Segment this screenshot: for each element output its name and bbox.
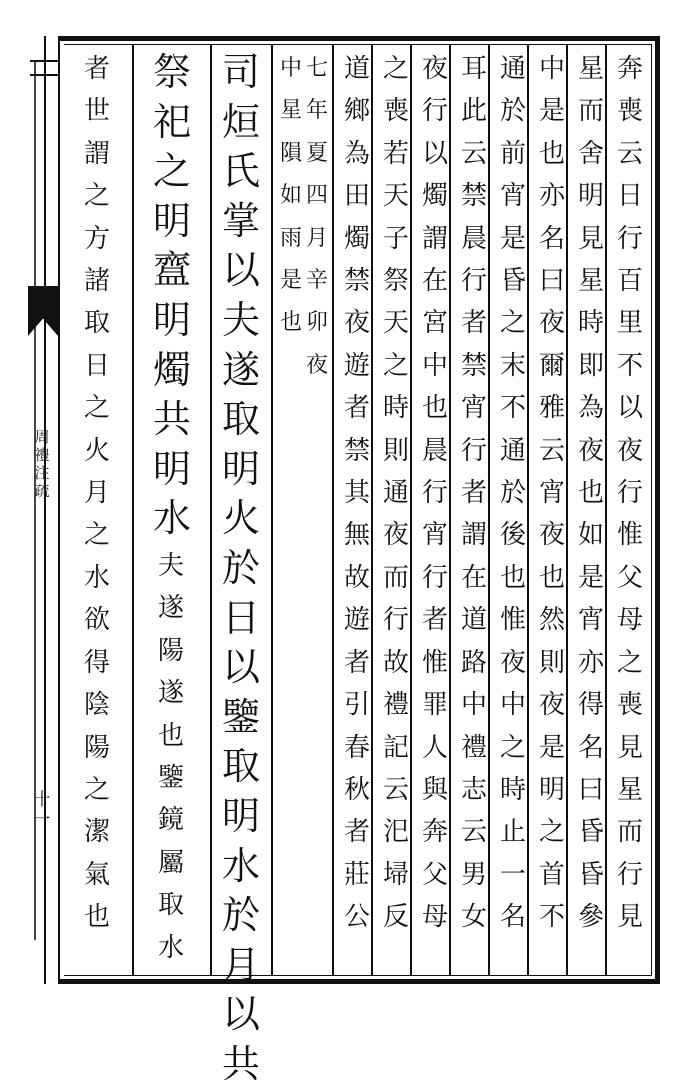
character: 周 <box>34 428 50 446</box>
character: 世 <box>83 96 110 127</box>
character: 諸 <box>83 266 110 297</box>
character: 星 <box>279 98 302 124</box>
character: 遊 <box>343 350 370 381</box>
character: 志 <box>460 774 487 805</box>
character: 也 <box>279 310 302 336</box>
character: 夜 <box>421 54 448 84</box>
character: 夫 <box>157 551 184 581</box>
character: 人 <box>421 732 448 763</box>
character: 罪 <box>421 690 448 721</box>
character: 中 <box>538 54 565 84</box>
character: 夜 <box>382 520 409 551</box>
text-column-9-right <box>305 48 329 387</box>
character: 禮 <box>34 446 50 464</box>
column-rule <box>132 44 134 976</box>
character: 陽 <box>157 635 184 666</box>
character: 埽 <box>382 859 409 890</box>
character: 名 <box>577 732 604 763</box>
character: 宵 <box>460 393 487 424</box>
character: 遂 <box>221 347 260 392</box>
character: 辛 <box>305 268 328 294</box>
character: 曰 <box>577 774 604 805</box>
character: 云 <box>538 435 565 466</box>
character: 之 <box>538 817 565 848</box>
character: 行 <box>382 605 409 636</box>
character: 遂 <box>157 678 184 709</box>
character: 一 <box>33 810 51 830</box>
gutter-edge-line <box>44 36 46 984</box>
character: 火 <box>83 435 110 466</box>
character: 於 <box>221 545 260 590</box>
text-column-6 <box>418 48 452 939</box>
character: 即 <box>577 350 604 381</box>
character: 夜 <box>499 647 526 678</box>
character: 昏 <box>499 266 526 297</box>
text-column-2 <box>574 48 608 939</box>
text-column-5 <box>457 48 491 939</box>
character: 明 <box>152 198 191 243</box>
character: 明 <box>152 446 191 491</box>
character: 止 <box>499 817 526 848</box>
character: 鑒 <box>221 694 260 739</box>
character: 行 <box>421 562 448 593</box>
character: 鑒 <box>157 763 184 794</box>
character: 是 <box>499 223 526 254</box>
character: 以 <box>221 992 260 1037</box>
gutter-page-number <box>30 790 54 830</box>
character: 十 <box>33 790 51 810</box>
character: 耳 <box>460 54 487 84</box>
character: 之 <box>616 647 643 678</box>
character: 亦 <box>538 181 565 212</box>
character: 日 <box>83 350 110 381</box>
character: 一 <box>499 859 526 890</box>
character: 日 <box>616 181 643 212</box>
character: 是 <box>538 732 565 763</box>
main-text-column-11 <box>148 48 196 544</box>
character: 則 <box>382 435 409 466</box>
column-rule <box>271 44 273 976</box>
character: 故 <box>382 647 409 678</box>
character: 父 <box>616 562 643 593</box>
character: 前 <box>499 138 526 169</box>
character: 昏 <box>577 817 604 848</box>
character: 潔 <box>83 817 110 848</box>
text-column-3 <box>535 48 569 939</box>
character: 之 <box>152 149 191 194</box>
character: 謂 <box>83 138 110 169</box>
character: 而 <box>577 96 604 127</box>
character: 火 <box>221 496 260 541</box>
character: 也 <box>577 478 604 509</box>
character: 行 <box>460 266 487 297</box>
character: 云 <box>382 774 409 805</box>
character: 雅 <box>538 393 565 424</box>
character: 燭 <box>421 181 448 212</box>
character: 亦 <box>577 647 604 678</box>
character: 月 <box>305 225 328 251</box>
character: 謂 <box>421 223 448 254</box>
character: 故 <box>343 562 370 593</box>
character: 之 <box>83 520 110 551</box>
character: 子 <box>382 223 409 254</box>
character: 中 <box>499 690 526 721</box>
character: 田 <box>343 181 370 212</box>
character: 此 <box>460 96 487 127</box>
character: 遂 <box>157 593 184 624</box>
character: 取 <box>157 890 184 921</box>
character: 陽 <box>83 732 110 763</box>
character: 在 <box>460 562 487 593</box>
character: 曰 <box>538 266 565 297</box>
character: 晨 <box>460 223 487 254</box>
character: 方 <box>83 223 110 254</box>
character: 爾 <box>538 350 565 381</box>
character: 烜 <box>221 99 260 144</box>
character: 百 <box>616 266 643 297</box>
character: 宵 <box>577 605 604 636</box>
character: 之 <box>382 350 409 381</box>
character: 行 <box>421 478 448 509</box>
character: 取 <box>221 397 260 442</box>
character: 行 <box>616 223 643 254</box>
column-rule <box>210 44 212 976</box>
gutter-upper-mark <box>30 60 58 76</box>
character: 者 <box>343 393 370 424</box>
character: 夜 <box>538 308 565 339</box>
character: 惟 <box>499 605 526 636</box>
character: 氣 <box>83 859 110 890</box>
character: 七 <box>305 56 328 81</box>
character: 水 <box>157 932 184 963</box>
character: 明 <box>538 774 565 805</box>
character: 星 <box>577 54 604 84</box>
character: 天 <box>382 308 409 339</box>
character: 陰 <box>83 690 110 721</box>
character: 是 <box>279 268 302 294</box>
character: 之 <box>83 181 110 212</box>
fishtail-mark <box>28 286 58 336</box>
gutter-title <box>30 428 54 500</box>
character: 云 <box>616 138 643 169</box>
character: 取 <box>221 744 260 789</box>
character: 道 <box>343 54 370 84</box>
character: 禮 <box>460 732 487 763</box>
character: 首 <box>538 859 565 890</box>
character: 共 <box>152 397 191 442</box>
character: 云 <box>460 138 487 169</box>
character: 之 <box>382 54 409 84</box>
character: 喪 <box>616 96 643 127</box>
character: 之 <box>499 732 526 763</box>
character: 共 <box>221 1041 260 1086</box>
character: 而 <box>382 562 409 593</box>
character: 不 <box>499 393 526 424</box>
character: 是 <box>538 96 565 127</box>
character: 惟 <box>421 647 448 678</box>
character: 路 <box>460 647 487 678</box>
character: 時 <box>577 308 604 339</box>
character: 明 <box>221 793 260 838</box>
character: 司 <box>221 50 260 94</box>
character: 水 <box>221 843 260 888</box>
character: 後 <box>499 520 526 551</box>
character: 夜 <box>577 435 604 466</box>
character: 不 <box>538 902 565 933</box>
character: 禁 <box>343 266 370 297</box>
character: 秋 <box>343 774 370 805</box>
character: 得 <box>577 690 604 721</box>
character: 宵 <box>499 181 526 212</box>
character: 汜 <box>382 817 409 848</box>
character: 莊 <box>343 859 370 890</box>
character: 也 <box>421 393 448 424</box>
character: 中 <box>460 690 487 721</box>
character: 隕 <box>279 140 302 166</box>
character: 行 <box>421 96 448 127</box>
character: 雨 <box>279 225 302 251</box>
character: 夫 <box>221 297 260 342</box>
character: 之 <box>83 393 110 424</box>
character: 夜 <box>305 352 328 378</box>
text-column-7 <box>379 48 413 939</box>
character: 見 <box>577 223 604 254</box>
character: 月 <box>221 942 260 987</box>
character: 明 <box>221 446 260 491</box>
character: 父 <box>421 859 448 890</box>
character: 參 <box>577 902 604 933</box>
character: 通 <box>499 435 526 466</box>
character: 者 <box>83 54 110 84</box>
character: 若 <box>382 138 409 169</box>
character: 於 <box>499 96 526 127</box>
character: 春 <box>343 732 370 763</box>
character: 奔 <box>616 54 643 84</box>
character: 中 <box>279 56 302 81</box>
character: 在 <box>421 266 448 297</box>
character: 為 <box>577 393 604 424</box>
character: 以 <box>616 393 643 424</box>
character: 者 <box>343 647 370 678</box>
commentary-column-11 <box>154 545 188 969</box>
character: 以 <box>221 645 260 690</box>
character: 見 <box>616 732 643 763</box>
character: 則 <box>538 647 565 678</box>
character: 星 <box>577 266 604 297</box>
character: 月 <box>83 478 110 509</box>
character: 如 <box>279 183 302 209</box>
character: 為 <box>343 138 370 169</box>
character: 以 <box>421 138 448 169</box>
character: 母 <box>616 605 643 636</box>
character: 無 <box>343 520 370 551</box>
character: 中 <box>421 350 448 381</box>
character: 通 <box>382 478 409 509</box>
character: 末 <box>499 350 526 381</box>
character: 水 <box>152 496 191 541</box>
character: 男 <box>460 859 487 890</box>
text-column-1 <box>613 48 647 939</box>
character: 水 <box>83 562 110 593</box>
character: 是 <box>577 562 604 593</box>
character: 舍 <box>577 138 604 169</box>
character: 也 <box>83 902 110 933</box>
character: 其 <box>343 478 370 509</box>
character: 昏 <box>577 859 604 890</box>
text-column-9-left <box>279 48 303 345</box>
character: 也 <box>499 562 526 593</box>
character: 夜 <box>343 308 370 339</box>
character: 氏 <box>221 149 260 194</box>
character: 鏡 <box>157 805 184 836</box>
character: 母 <box>421 902 448 933</box>
character: 注 <box>34 464 50 482</box>
character: 者 <box>343 817 370 848</box>
character: 掌 <box>221 198 260 243</box>
character: 而 <box>616 817 643 848</box>
character: 禁 <box>343 435 370 466</box>
character: 名 <box>499 902 526 933</box>
character: 奔 <box>421 817 448 848</box>
character: 燭 <box>152 347 191 392</box>
character: 者 <box>460 308 487 339</box>
character: 宵 <box>538 478 565 509</box>
character: 以 <box>221 248 260 293</box>
character: 惟 <box>616 520 643 551</box>
character: 然 <box>538 605 565 636</box>
character: 喪 <box>382 96 409 127</box>
character: 見 <box>616 902 643 933</box>
character: 與 <box>421 774 448 805</box>
character: 於 <box>221 893 260 938</box>
character: 云 <box>460 817 487 848</box>
character: 者 <box>421 605 448 636</box>
character: 名 <box>538 223 565 254</box>
character: 記 <box>382 732 409 763</box>
character: 引 <box>343 690 370 721</box>
character: 如 <box>577 520 604 551</box>
column-rule <box>332 44 334 976</box>
character: 宵 <box>421 520 448 551</box>
character: 行 <box>616 478 643 509</box>
character: 謂 <box>460 520 487 551</box>
character: 齍 <box>152 248 191 293</box>
character: 天 <box>382 181 409 212</box>
character: 不 <box>616 350 643 381</box>
character: 宮 <box>421 308 448 339</box>
character: 時 <box>382 393 409 424</box>
character: 明 <box>152 297 191 342</box>
character: 也 <box>157 720 184 751</box>
character: 夜 <box>538 690 565 721</box>
character: 晨 <box>421 435 448 466</box>
text-column-12 <box>80 48 114 939</box>
character: 反 <box>382 902 409 933</box>
character: 夜 <box>538 520 565 551</box>
character: 夜 <box>616 435 643 466</box>
character: 疏 <box>34 482 50 500</box>
character: 禮 <box>382 690 409 721</box>
character: 者 <box>460 478 487 509</box>
character: 得 <box>83 647 110 678</box>
character: 也 <box>538 562 565 593</box>
character: 里 <box>616 308 643 339</box>
character: 禁 <box>460 181 487 212</box>
character: 鄉 <box>343 96 370 127</box>
character: 公 <box>343 902 370 933</box>
character: 夏 <box>305 140 328 166</box>
character: 道 <box>460 605 487 636</box>
character: 日 <box>221 595 260 640</box>
character: 燭 <box>343 223 370 254</box>
character: 四 <box>305 183 328 209</box>
character: 年 <box>305 98 328 124</box>
character: 喪 <box>616 690 643 721</box>
character: 行 <box>616 859 643 890</box>
character: 明 <box>577 181 604 212</box>
character: 行 <box>460 435 487 466</box>
character: 星 <box>616 774 643 805</box>
text-column-8 <box>340 48 374 939</box>
character: 於 <box>499 478 526 509</box>
character: 之 <box>83 774 110 805</box>
character: 通 <box>499 54 526 84</box>
character: 祭 <box>382 266 409 297</box>
character: 取 <box>83 308 110 339</box>
character: 女 <box>460 902 487 933</box>
character: 禁 <box>460 350 487 381</box>
character: 遊 <box>343 605 370 636</box>
character: 時 <box>499 774 526 805</box>
character: 卯 <box>305 310 328 336</box>
character: 欲 <box>83 605 110 636</box>
character: 祀 <box>152 99 191 144</box>
character: 屬 <box>157 847 184 878</box>
text-column-4 <box>496 48 530 939</box>
main-text-column-10 <box>217 48 265 1089</box>
character: 祭 <box>152 50 191 94</box>
character: 之 <box>499 308 526 339</box>
character: 也 <box>538 138 565 169</box>
